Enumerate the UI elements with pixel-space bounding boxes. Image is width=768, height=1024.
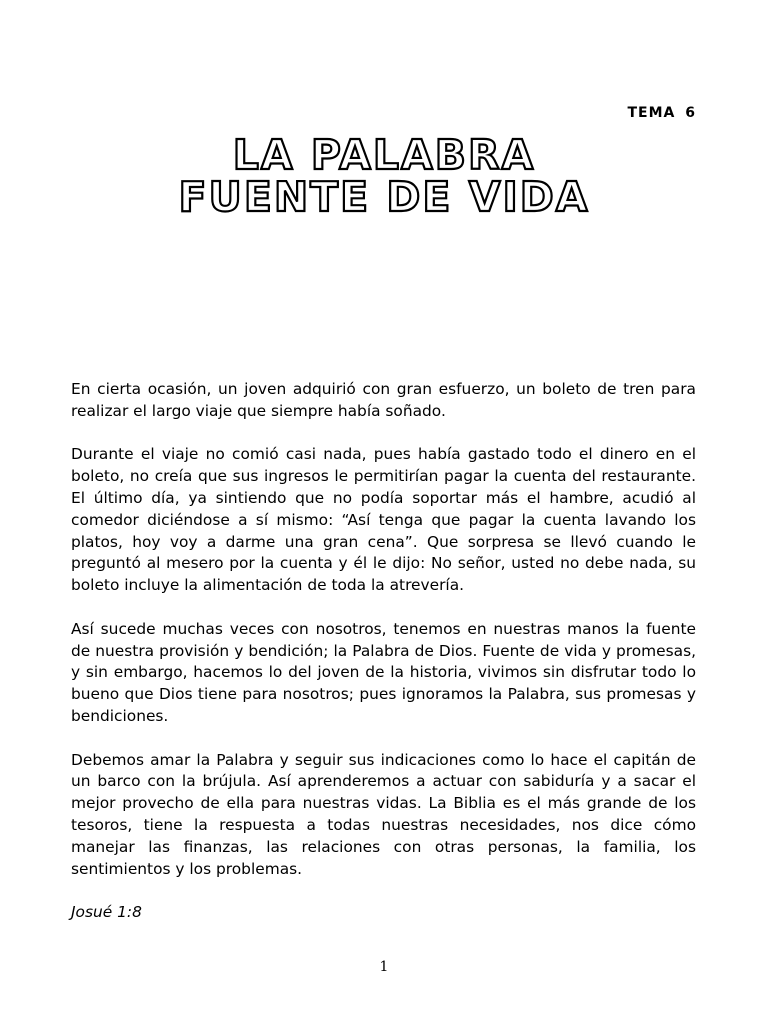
title-line-1: LA PALABRA (232, 131, 536, 179)
body-text (71, 379, 696, 946)
page-title (0, 131, 768, 221)
paragraph-1: En cierta ocasión, un joven adquirió con gran esfuerzo, un boleto de tren para realizar el largo viaje que siempre había soñado. (71, 380, 696, 420)
paragraph-4: Debemos amar la Palabra y seguir sus indicaciones como lo hace el capitán de un barco con la brújula. Así aprenderemos a actuar con sabiduría y a sacar el mejor provecho de ella para nuestras vidas. La Biblia es el más grande de los tesoros, tiene la respuesta a todas nuestras necesidades, nos dice cómo manejar las finanzas, las relaciones con otras personas, la familia, los sentimientos y los problemas. (71, 750, 696, 878)
page-number: 1 (379, 959, 389, 975)
paragraph-3: Así sucede muchas veces con nosotros, tenemos en nuestras manos la fuente de nuestra provisión y bendición; la Palabra de Dios. Fuente de vida y promesas, y sin embargo, hacemos lo del joven de la historia, vivimos sin disfrutar todo lo bueno que Dios tiene para nosotros; pues ignoramos la Palabra, sus promesas y bendiciones. (71, 619, 696, 725)
paragraph-2: Durante el viaje no comió casi nada, pues había gastado todo el dinero en el boleto, no creía que sus ingresos le permitirían pagar la cuenta del restaurante. El último día, ya sintiendo que no podía soportar más el hambre, acudió al comedor diciéndose a sí mismo: “Así tenga que pagar la cuenta lavando los platos, hoy voy a darme una gran cena”. Que sorpresa se llevó cuando le preguntó al mesero por la cuenta y él le dijo: No señor, usted no debe nada, su boleto incluye la alimentación de toda la atrevería. (71, 445, 696, 595)
topic-label: TEMA 6 (627, 105, 696, 121)
scripture-reference: Josué 1:8 (71, 903, 142, 922)
title-line-2: FUENTE DE VIDA (178, 173, 590, 221)
